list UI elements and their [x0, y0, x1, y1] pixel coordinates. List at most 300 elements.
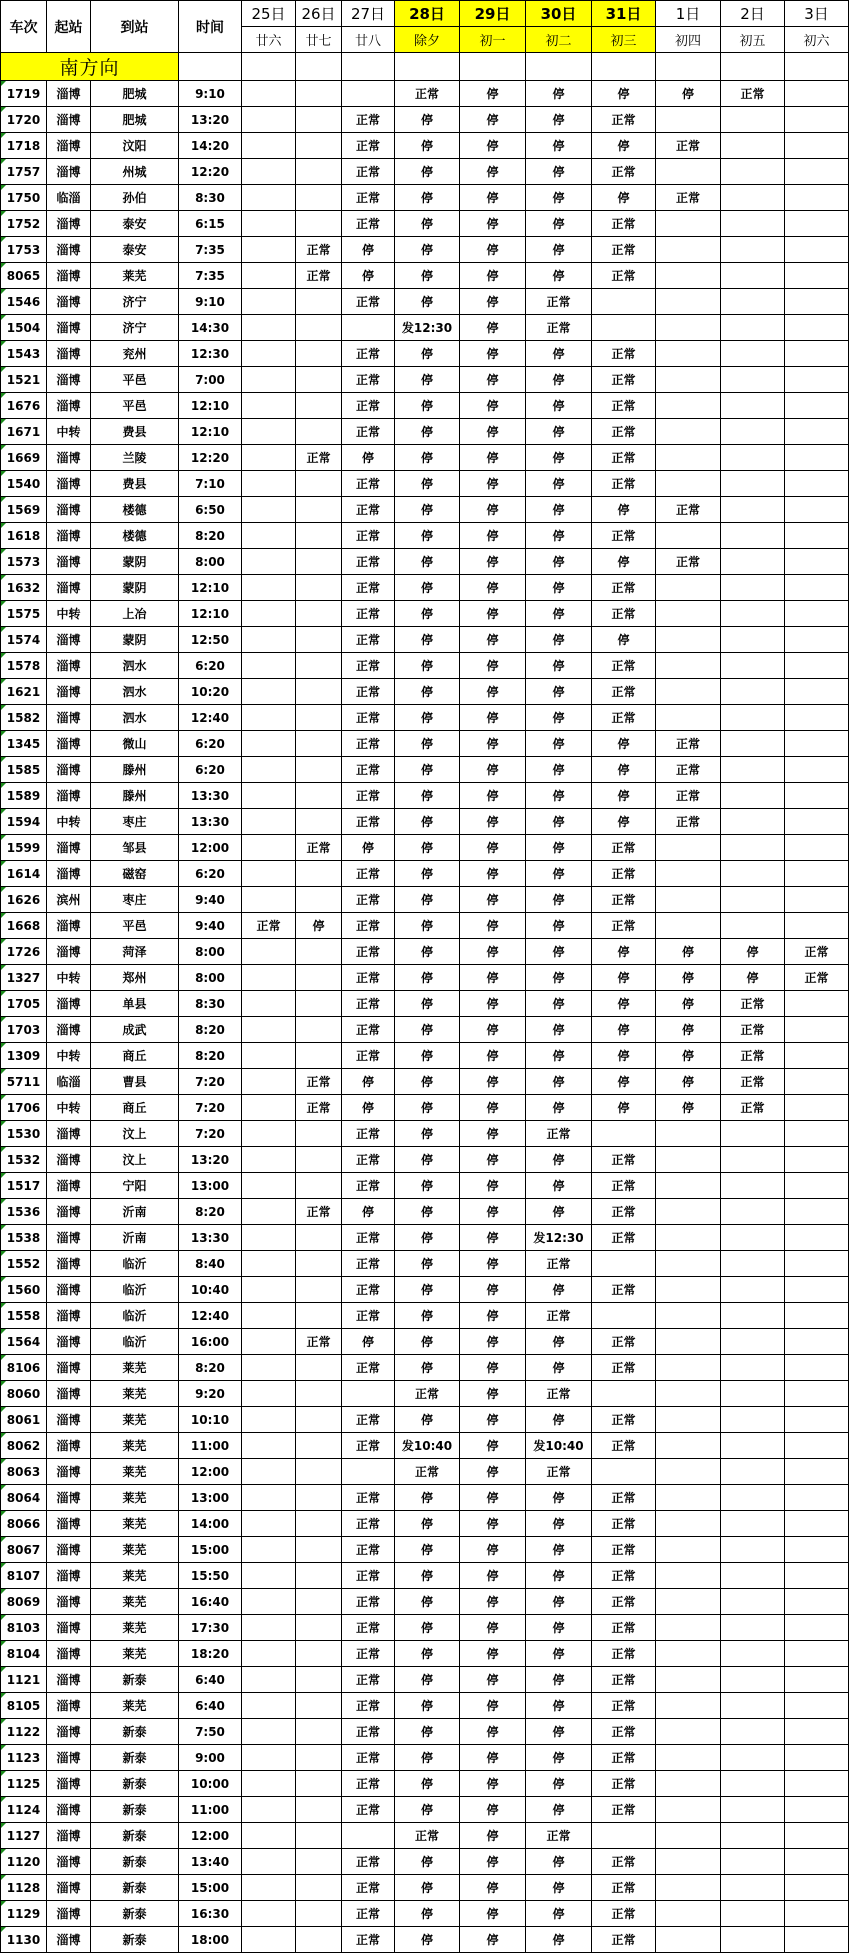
status-cell: 正常 [342, 991, 395, 1017]
table-row [1, 1121, 849, 1147]
train-no-cell: 1719 [1, 81, 47, 107]
status-cell: 停 [395, 939, 460, 965]
time-cell: 9:00 [179, 1745, 242, 1771]
status-cell [721, 1355, 785, 1381]
status-cell [296, 1901, 342, 1927]
status-cell: 正常 [342, 1251, 395, 1277]
status-cell [242, 237, 296, 263]
train-no-cell: 1594 [1, 809, 47, 835]
table-row [1, 1719, 849, 1745]
status-cell [242, 81, 296, 107]
status-cell: 停 [460, 1147, 526, 1173]
status-cell [785, 1147, 849, 1173]
status-cell [242, 289, 296, 315]
destination-cell: 微山 [91, 731, 179, 757]
status-cell: 正常 [296, 263, 342, 289]
status-cell: 正常 [721, 1095, 785, 1121]
destination-cell: 新泰 [91, 1771, 179, 1797]
status-cell: 停 [656, 1069, 721, 1095]
status-cell: 正常 [592, 575, 656, 601]
status-cell [721, 1927, 785, 1953]
destination-cell: 郑州 [91, 965, 179, 991]
status-cell: 停 [395, 549, 460, 575]
status-cell: 正常 [526, 1251, 592, 1277]
status-cell: 发10:40 [526, 1433, 592, 1459]
status-cell: 正常 [592, 1329, 656, 1355]
status-cell [785, 705, 849, 731]
status-cell: 停 [460, 1745, 526, 1771]
origin-cell: 淄博 [47, 497, 91, 523]
table-row [1, 1667, 849, 1693]
time-cell: 13:30 [179, 1225, 242, 1251]
table-row [1, 393, 849, 419]
status-cell: 停 [460, 1771, 526, 1797]
status-cell [656, 523, 721, 549]
status-cell [296, 1433, 342, 1459]
time-cell: 6:20 [179, 653, 242, 679]
status-cell [721, 471, 785, 497]
status-cell: 停 [592, 1017, 656, 1043]
status-cell: 停 [460, 1407, 526, 1433]
status-cell [721, 679, 785, 705]
status-cell: 停 [526, 679, 592, 705]
train-no-cell: 8065 [1, 263, 47, 289]
status-cell [296, 601, 342, 627]
train-no-cell: 1128 [1, 1875, 47, 1901]
time-cell: 12:30 [179, 341, 242, 367]
status-cell: 停 [460, 861, 526, 887]
time-cell: 9:40 [179, 913, 242, 939]
status-cell: 正常 [342, 133, 395, 159]
table-row [1, 835, 849, 861]
status-cell: 正常 [592, 1615, 656, 1641]
status-cell: 停 [342, 237, 395, 263]
status-cell: 停 [592, 627, 656, 653]
status-cell [296, 887, 342, 913]
status-cell: 停 [395, 1225, 460, 1251]
time-cell: 11:00 [179, 1797, 242, 1823]
time-cell: 13:40 [179, 1849, 242, 1875]
status-cell: 停 [395, 601, 460, 627]
status-cell [242, 1771, 296, 1797]
status-cell [656, 1251, 721, 1277]
status-cell: 停 [460, 1355, 526, 1381]
status-cell: 停 [395, 757, 460, 783]
status-cell: 正常 [656, 731, 721, 757]
status-cell: 停 [460, 1199, 526, 1225]
status-cell [785, 315, 849, 341]
origin-cell: 淄博 [47, 1693, 91, 1719]
destination-cell: 邹县 [91, 835, 179, 861]
time-cell: 13:20 [179, 107, 242, 133]
status-cell [721, 627, 785, 653]
origin-cell: 淄博 [47, 991, 91, 1017]
status-cell: 停 [526, 861, 592, 887]
status-cell: 正常 [656, 497, 721, 523]
status-cell: 正常 [342, 939, 395, 965]
status-cell: 正常 [592, 1537, 656, 1563]
destination-cell: 莱芜 [91, 1407, 179, 1433]
status-cell [785, 1901, 849, 1927]
status-cell: 停 [460, 1433, 526, 1459]
origin-cell: 淄博 [47, 341, 91, 367]
destination-cell: 临沂 [91, 1277, 179, 1303]
status-cell: 正常 [526, 1381, 592, 1407]
origin-cell: 淄博 [47, 757, 91, 783]
status-cell: 停 [526, 1173, 592, 1199]
status-cell: 正常 [592, 1849, 656, 1875]
status-cell [242, 1511, 296, 1537]
status-cell [785, 393, 849, 419]
status-cell [242, 1017, 296, 1043]
status-cell [721, 1875, 785, 1901]
destination-cell: 莱芜 [91, 1589, 179, 1615]
status-cell: 停 [592, 939, 656, 965]
status-cell [296, 81, 342, 107]
status-cell: 停 [460, 835, 526, 861]
status-cell [242, 705, 296, 731]
status-cell [721, 393, 785, 419]
status-cell [721, 1121, 785, 1147]
table-row [1, 1745, 849, 1771]
status-cell [721, 1563, 785, 1589]
status-cell: 正常 [296, 1199, 342, 1225]
origin-cell: 中转 [47, 419, 91, 445]
status-cell: 停 [460, 1511, 526, 1537]
origin-cell: 淄博 [47, 523, 91, 549]
status-cell: 停 [592, 497, 656, 523]
date-header: 2日 [721, 1, 785, 27]
origin-cell: 淄博 [47, 1563, 91, 1589]
status-cell [592, 1303, 656, 1329]
time-cell: 12:00 [179, 1459, 242, 1485]
status-cell: 停 [526, 211, 592, 237]
status-cell: 正常 [342, 549, 395, 575]
status-cell [296, 627, 342, 653]
status-cell: 停 [342, 835, 395, 861]
table-row [1, 913, 849, 939]
status-cell: 正常 [342, 1693, 395, 1719]
table-row [1, 1225, 849, 1251]
table-row [1, 237, 849, 263]
status-cell: 停 [460, 705, 526, 731]
origin-cell: 淄博 [47, 575, 91, 601]
destination-cell: 枣庄 [91, 809, 179, 835]
status-cell: 停 [460, 783, 526, 809]
status-cell [721, 1199, 785, 1225]
status-cell: 正常 [526, 1823, 592, 1849]
status-cell [785, 601, 849, 627]
status-cell: 停 [526, 1745, 592, 1771]
origin-cell: 淄博 [47, 367, 91, 393]
lunar-date-header: 初六 [785, 27, 849, 53]
status-cell: 停 [395, 159, 460, 185]
status-cell: 停 [395, 237, 460, 263]
train-no-cell: 1718 [1, 133, 47, 159]
time-cell: 10:40 [179, 1277, 242, 1303]
status-cell: 停 [656, 991, 721, 1017]
status-cell: 正常 [342, 1407, 395, 1433]
time-cell: 15:50 [179, 1563, 242, 1589]
status-cell: 停 [395, 1537, 460, 1563]
status-cell [242, 1849, 296, 1875]
status-cell [785, 1719, 849, 1745]
status-cell: 正常 [592, 1875, 656, 1901]
status-cell: 正常 [526, 1303, 592, 1329]
status-cell [242, 861, 296, 887]
status-cell [296, 1355, 342, 1381]
status-cell: 停 [460, 263, 526, 289]
status-cell: 停 [460, 1225, 526, 1251]
status-cell: 正常 [296, 1329, 342, 1355]
origin-cell: 淄博 [47, 1121, 91, 1147]
status-cell [656, 1563, 721, 1589]
status-cell [296, 809, 342, 835]
lunar-date-header: 初五 [721, 27, 785, 53]
status-cell: 正常 [592, 367, 656, 393]
status-cell: 正常 [342, 575, 395, 601]
status-cell [785, 887, 849, 913]
status-cell: 发12:30 [395, 315, 460, 341]
status-cell [242, 1277, 296, 1303]
status-cell: 停 [526, 1407, 592, 1433]
origin-cell: 中转 [47, 809, 91, 835]
status-cell: 停 [592, 1069, 656, 1095]
status-cell [242, 1433, 296, 1459]
table-row [1, 1095, 849, 1121]
time-cell: 18:20 [179, 1641, 242, 1667]
status-cell: 停 [460, 1875, 526, 1901]
status-cell [721, 1303, 785, 1329]
destination-cell: 蒙阴 [91, 627, 179, 653]
status-cell [242, 1147, 296, 1173]
train-no-cell: 1124 [1, 1797, 47, 1823]
status-cell [656, 1121, 721, 1147]
train-no-cell: 8064 [1, 1485, 47, 1511]
destination-cell: 兰陵 [91, 445, 179, 471]
train-no-cell: 1536 [1, 1199, 47, 1225]
status-cell [296, 1173, 342, 1199]
status-cell [785, 1511, 849, 1537]
status-cell [785, 809, 849, 835]
time-cell: 12:00 [179, 1823, 242, 1849]
status-cell: 停 [526, 237, 592, 263]
status-cell: 停 [526, 1511, 592, 1537]
origin-cell: 淄博 [47, 1485, 91, 1511]
status-cell: 停 [395, 185, 460, 211]
status-cell [721, 1251, 785, 1277]
status-cell: 停 [395, 1667, 460, 1693]
status-cell: 停 [460, 315, 526, 341]
status-cell: 正常 [342, 393, 395, 419]
status-cell [242, 1693, 296, 1719]
time-cell: 7:20 [179, 1069, 242, 1095]
status-cell: 正常 [721, 991, 785, 1017]
status-cell [242, 393, 296, 419]
status-cell [785, 1927, 849, 1953]
status-cell: 停 [395, 835, 460, 861]
train-no-cell: 1575 [1, 601, 47, 627]
status-cell: 正常 [592, 1771, 656, 1797]
status-cell [656, 601, 721, 627]
status-cell: 停 [592, 81, 656, 107]
status-cell: 正常 [592, 1277, 656, 1303]
status-cell: 停 [460, 809, 526, 835]
train-no-cell: 1127 [1, 1823, 47, 1849]
time-cell: 7:50 [179, 1719, 242, 1745]
table-row [1, 1849, 849, 1875]
status-cell [656, 471, 721, 497]
status-cell: 停 [526, 1355, 592, 1381]
status-cell [721, 1173, 785, 1199]
destination-cell: 菏泽 [91, 939, 179, 965]
date-header: 27日 [342, 1, 395, 27]
train-no-cell: 1706 [1, 1095, 47, 1121]
status-cell: 停 [526, 757, 592, 783]
date-header: 26日 [296, 1, 342, 27]
status-cell [296, 1017, 342, 1043]
origin-cell: 淄博 [47, 549, 91, 575]
status-cell: 停 [526, 939, 592, 965]
status-cell: 正常 [592, 1901, 656, 1927]
status-cell [656, 445, 721, 471]
status-cell [721, 653, 785, 679]
status-cell [242, 1459, 296, 1485]
status-cell: 停 [656, 1043, 721, 1069]
status-cell: 停 [460, 1615, 526, 1641]
status-cell: 停 [395, 575, 460, 601]
train-no-cell: 1564 [1, 1329, 47, 1355]
status-cell [721, 1147, 785, 1173]
train-no-cell: 1614 [1, 861, 47, 887]
status-cell [785, 419, 849, 445]
status-cell [785, 1823, 849, 1849]
status-cell [656, 237, 721, 263]
origin-cell: 淄博 [47, 679, 91, 705]
status-cell [721, 757, 785, 783]
status-cell: 正常 [592, 835, 656, 861]
status-cell [656, 1745, 721, 1771]
status-cell [785, 1121, 849, 1147]
time-cell: 9:10 [179, 81, 242, 107]
destination-cell: 兖州 [91, 341, 179, 367]
destination-cell: 泰安 [91, 237, 179, 263]
status-cell: 停 [395, 1043, 460, 1069]
lunar-date-header: 初三 [592, 27, 656, 53]
status-cell [785, 549, 849, 575]
destination-cell: 新泰 [91, 1901, 179, 1927]
date-header: 29日 [460, 1, 526, 27]
status-cell: 停 [460, 159, 526, 185]
table-row [1, 367, 849, 393]
status-cell [342, 81, 395, 107]
status-cell [242, 315, 296, 341]
train-no-cell: 1552 [1, 1251, 47, 1277]
status-cell [296, 1043, 342, 1069]
train-no-cell: 1676 [1, 393, 47, 419]
origin-cell: 淄博 [47, 1901, 91, 1927]
train-no-cell: 1504 [1, 315, 47, 341]
destination-cell: 平邑 [91, 913, 179, 939]
status-cell [242, 497, 296, 523]
status-cell: 停 [460, 1485, 526, 1511]
status-cell: 停 [460, 1667, 526, 1693]
status-cell [296, 1927, 342, 1953]
status-cell [296, 965, 342, 991]
status-cell [296, 159, 342, 185]
status-cell [342, 315, 395, 341]
time-cell: 18:00 [179, 1927, 242, 1953]
status-cell [721, 1407, 785, 1433]
status-cell [785, 913, 849, 939]
destination-cell: 单县 [91, 991, 179, 1017]
status-cell: 停 [526, 1537, 592, 1563]
status-cell: 正常 [592, 1667, 656, 1693]
status-cell: 停 [656, 1017, 721, 1043]
status-cell [296, 1147, 342, 1173]
time-cell: 8:00 [179, 939, 242, 965]
status-cell [242, 1173, 296, 1199]
status-cell: 正常 [592, 1563, 656, 1589]
time-cell: 12:00 [179, 835, 242, 861]
destination-cell: 费县 [91, 471, 179, 497]
status-cell [242, 1667, 296, 1693]
train-no-cell: 1705 [1, 991, 47, 1017]
date-header: 3日 [785, 1, 849, 27]
train-no-cell: 8060 [1, 1381, 47, 1407]
status-cell [296, 939, 342, 965]
status-cell [721, 445, 785, 471]
status-cell [242, 835, 296, 861]
destination-cell: 曹县 [91, 1069, 179, 1095]
destination-cell: 临沂 [91, 1329, 179, 1355]
status-cell [242, 1355, 296, 1381]
status-cell [242, 601, 296, 627]
status-cell: 正常 [342, 1875, 395, 1901]
status-cell: 正常 [526, 289, 592, 315]
status-cell: 正常 [342, 367, 395, 393]
status-cell: 停 [395, 1641, 460, 1667]
status-cell: 停 [395, 523, 460, 549]
status-cell: 停 [592, 133, 656, 159]
status-cell [242, 185, 296, 211]
status-cell [656, 1277, 721, 1303]
status-cell: 正常 [342, 757, 395, 783]
status-cell [721, 419, 785, 445]
train-no-cell: 1569 [1, 497, 47, 523]
destination-cell: 蒙阴 [91, 549, 179, 575]
status-cell: 停 [656, 1095, 721, 1121]
status-cell [656, 289, 721, 315]
status-cell: 正常 [785, 939, 849, 965]
status-cell: 停 [526, 419, 592, 445]
status-cell [656, 1667, 721, 1693]
destination-cell: 新泰 [91, 1797, 179, 1823]
status-cell [296, 861, 342, 887]
status-cell: 停 [460, 627, 526, 653]
time-cell: 8:20 [179, 1199, 242, 1225]
destination-cell: 平邑 [91, 367, 179, 393]
status-cell: 停 [460, 1043, 526, 1069]
status-cell [785, 1277, 849, 1303]
status-cell: 停 [526, 1875, 592, 1901]
table-row [1, 1771, 849, 1797]
destination-cell: 莱芜 [91, 263, 179, 289]
status-cell [785, 1641, 849, 1667]
status-cell [785, 1693, 849, 1719]
status-cell [242, 991, 296, 1017]
status-cell [296, 757, 342, 783]
